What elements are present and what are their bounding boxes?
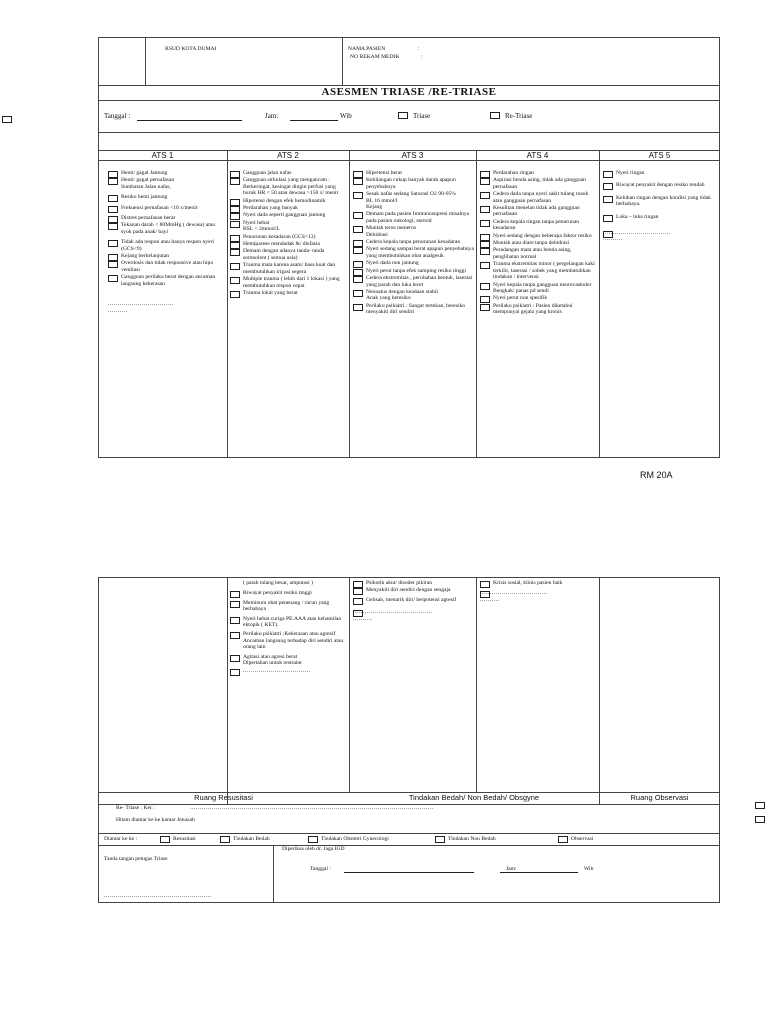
checkbox[interactable] [230, 291, 240, 298]
p2-ats-4-list: Krisis sosial, klinis pasien baik .................................. .......... [480, 580, 597, 603]
checkbox[interactable] [353, 598, 363, 605]
checkbox[interactable] [480, 262, 490, 269]
checkbox[interactable] [480, 283, 490, 290]
checked-by: Diperiksa oleh dr. Jaga IGD [282, 846, 345, 852]
list-item: Henti/ gagal pernafasan Sumbatan Jalan nafas, [108, 177, 224, 190]
checkbox[interactable] [108, 178, 118, 185]
list-item: Cedera dada tanpa nyeri sakit tulang rusuk atau gangguan pernafasan [480, 191, 597, 204]
list-item: Sesak nafas sedang Saturasi O2 90-95% BL 16 mmol/l Kejang [353, 191, 474, 210]
list-item: Psikotik akut/ disoder pikiran [353, 580, 474, 586]
list-item: Frekuensi pernafasan <10 x/menit [108, 205, 224, 211]
list-item: Nyeri hebat BSL < 2mmol/L [230, 220, 346, 233]
checkbox[interactable] [480, 220, 490, 227]
list-item: Cedera kepala tanpa penurunan kesadaran [353, 239, 474, 245]
list-item: Kejang berkelanjutan [108, 253, 224, 259]
list-item: Gangguan jalan nafas [230, 170, 346, 176]
checkbox[interactable] [480, 304, 490, 311]
dest-label: Diantar ke ke : [104, 836, 138, 842]
ats-5-list: Nyeri ringan Riwayat penyakit dengan resiko rendah Keluhan ringan dengan kondisi yang tidak berbahaya. Luka – luka ringan .................................. .......... [603, 170, 716, 243]
list-item: Keluhan ringan dengan kondisi yang tidak berbahaya. [603, 195, 716, 208]
checkbox[interactable] [353, 290, 363, 297]
list-item: Agitasi atau agresi berat Dipertahan untuk restraint [230, 654, 346, 667]
checkbox[interactable] [353, 247, 363, 254]
checkbox[interactable] [353, 212, 363, 219]
list-item: Hipotensi dengan efek hemodinamik [230, 198, 346, 204]
p2-time-label: Jam: [506, 866, 517, 872]
page-title: ASESMEN TRIASE /RE-TRIASE [321, 86, 497, 98]
list-item: Penurunan kesadaran (GCS<13) [230, 234, 346, 240]
list-item: Perdarahan ringan [480, 170, 597, 176]
date-label: Tanggal : [104, 112, 131, 120]
list-item: Demam dengan adanya tanda- tanda somnolent ( semua usia) [230, 248, 346, 261]
checkbox[interactable] [353, 588, 363, 595]
form-code: RM 20A [640, 470, 673, 480]
list-item: Gangguan sirkulasi yang mengancam : Berkeringat, kesingat dingin perfusi yang buruk HR < 50 atau dewasa >150 x/ menit [230, 177, 346, 196]
dest-nonbedah-checkbox[interactable] [435, 836, 445, 843]
signature-label: Tanda tangan petugas Triase [104, 856, 168, 862]
checkbox[interactable] [603, 215, 613, 222]
list-item: Nyeri perut tanpa efek samping resiko tinggi [353, 268, 474, 274]
list-item: Gangguan perilaku berat dengan ancaman langsung kekerasan [108, 274, 224, 287]
date-field[interactable] [137, 120, 242, 121]
p2-time-field[interactable] [500, 872, 578, 873]
list-item: Tekanan darah < 80MmHg ( dewasa) atau syok pada anak/ bayi [108, 222, 224, 235]
list-item: Nyeri perut non spesifik [480, 295, 597, 301]
list-item: ( patah tulang besar, amputasi ) [243, 580, 313, 586]
ats-2-list [230, 170, 346, 297]
list-item: Krisis sosial, klinis pasien baik [480, 580, 597, 586]
list-item: Distres pernafasan berat [108, 215, 224, 221]
list-item: Perilaku psikiatri : Sangat tertekan, beresiko menyakiti diri sendiri [353, 303, 474, 316]
list-item: Muntah atau diare tanpa dehidrasi [480, 240, 597, 246]
checkbox[interactable] [108, 206, 118, 213]
p2-ats-2-list [230, 580, 346, 676]
list-item: Peradangan mata atau benda asing, penglihatan normal [480, 247, 597, 260]
checkbox[interactable] [230, 277, 240, 284]
checkbox[interactable] [230, 249, 240, 256]
list-item: Resiko henti jantung [108, 194, 224, 200]
form-page-2 [98, 577, 720, 903]
list-item: Nyeri sedang dengan beberapa faktor resiko [480, 233, 597, 239]
checkbox[interactable] [108, 223, 118, 230]
ats-3-list [353, 170, 474, 317]
checkbox[interactable] [108, 240, 118, 247]
list-item: Overdosis dan tidak responsive atau hipo ventilasi [108, 260, 224, 273]
time-label: Jam: [265, 112, 279, 120]
checkbox[interactable] [230, 617, 240, 624]
checkbox[interactable] [353, 276, 363, 283]
list-item: Hipertensi berat [353, 170, 474, 176]
p2-date-field[interactable] [344, 872, 474, 873]
dest-resusitasi-checkbox[interactable] [160, 836, 170, 843]
checkbox[interactable] [230, 263, 240, 270]
checkbox[interactable] [230, 655, 240, 662]
list-item: Kesulitan menelan tidak ada gangguan pernafasan [480, 205, 597, 218]
checkbox[interactable] [603, 196, 613, 203]
checkbox[interactable] [230, 591, 240, 598]
p2-date-label: Tanggal : [310, 866, 331, 872]
checkbox[interactable] [603, 171, 613, 178]
list-item: Perdarahan yang banyak [230, 205, 346, 211]
list-item: Nyeri kepala tanpa gangguan neurovaskuler Bengkak/ panas pd sendi [480, 282, 597, 295]
list-item: Nyeri dada non jantung [353, 260, 474, 266]
dest-observasi-checkbox[interactable] [558, 836, 568, 843]
list-item: Nyeri ringan [603, 170, 716, 176]
checkbox[interactable] [230, 669, 240, 676]
list-item: Multiple trauma ( lebih dari 1 lokasi ) yang membutuhkan respon cepat [230, 276, 346, 289]
list-item: Demam pada pasien Immunosupresi misalnya pada pasien onkologi, steroid [353, 211, 474, 224]
list-item: Trauma mata karena asam/ basa kuat dan membutuhkan irigasi segera [230, 262, 346, 275]
list-item: Menyakiti diri sendiri dengan sengaja [353, 587, 474, 593]
list-item: Tidak ada respon atau hanya respon nyeri (GCS<9) [108, 239, 224, 252]
hospital-name: RSUD KOTA DUMAI [165, 46, 217, 52]
checkbox[interactable] [353, 192, 363, 199]
checkbox[interactable] [230, 601, 240, 608]
list-item: Gelisah, menarik diri/ berpotensi agresif [353, 597, 474, 603]
list-item: Cedera kepala ringan tanpa penurunan kesadaran [480, 219, 597, 232]
checkbox[interactable] [230, 178, 240, 185]
list-item: Henti/ gagal Jantung [108, 170, 224, 176]
list-item: Cedera ekstremitas , perubahan bentuk, laserasi yang parah dan luka lecet [353, 275, 474, 288]
list-item: Muntah terus menerus Dehidrasi [353, 225, 474, 238]
list-item: Perilaku psikiatri :Kekerasan atau agresif Ancaman langsung terhadap diri sendiri atau orang lain [230, 631, 346, 650]
list-item: Meminum obat penenang / racun yang berbahaya [230, 600, 346, 613]
ats-1-list: Henti/ gagal Jantung Henti/ gagal pernafasan Sumbatan Jalan nafas, Resiko henti jantung Frekuensi pernafasan <10 x/menit Distres pernafasan berat Tekanan darah < 80MmHg ( dewasa) atau syok pada anak/ bayi Tidak ada respon atau hanya respon nyeri (GCS<9) Kejang berkelanjutan Overdosis dan tidak responsive atau hipo ventilasi Gangguan perilaku berat dengan ancaman langsung kekerasan ................................. .......... [108, 170, 224, 314]
record-no-label: NO REKAM MEDIK [350, 54, 400, 60]
checkbox[interactable] [108, 261, 118, 268]
checkbox[interactable] [353, 178, 363, 185]
checkbox[interactable] [480, 206, 490, 213]
ats-4-list [480, 170, 597, 317]
checkbox[interactable] [480, 581, 490, 588]
ats-4-header: ATS 4 [526, 151, 549, 160]
checkbox[interactable] [480, 248, 490, 255]
checkbox[interactable] [230, 221, 240, 228]
list-item: Trauma ekstremitas minor ( pergelangan kaki terkilir, laserasi / sobek yang membutuhkan tindakan / intervensi [480, 261, 597, 280]
list-item: Nyeri sedang sampai berat apapun penyebabnya yang membutuhkan obat analgesik [353, 246, 474, 259]
side-checkbox[interactable] [755, 816, 765, 823]
list-item: Riwayat penyakit dengan resiko rendah [603, 182, 716, 188]
list-item: Hemiparese mendadak &/ disfasia [230, 241, 346, 247]
checkbox[interactable] [353, 304, 363, 311]
list-item: .................................. [230, 668, 346, 674]
list-item: Aspirasi benda asing, tidak ada gangguan pernafasan [480, 177, 597, 190]
list-item: Trauma lokal yang berat [230, 290, 346, 296]
list-item: Perilaku psikiatri : Pasien diketahui mempunyai gejala yang kronis [480, 303, 597, 316]
ats-1-header: ATS 1 [151, 151, 174, 160]
retriase-notes[interactable]: .......................................................................................................................... [190, 805, 434, 811]
patient-name-label: NAMA PASIEN [348, 46, 386, 52]
checkbox[interactable] [108, 195, 118, 202]
checkbox[interactable] [353, 226, 363, 233]
signature-line[interactable]: ...................................................... [104, 893, 212, 899]
zone-tindakan: Tindakan Bedah/ Non Bedah/ Obsgyne [408, 793, 540, 802]
checkbox[interactable] [480, 192, 490, 199]
list-item: Riwayat penyakit resiko tinggi [230, 590, 346, 596]
p2-ats-3-list: Psikotik akut/ disoder pikiran Menyakiti diri sendiri dengan sengaja Gelisah, menarik diri/ berpotensi agresif ........................................ .......... [353, 580, 474, 622]
ats-5-header: ATS 5 [648, 151, 671, 160]
ats-2-header: ATS 2 [277, 151, 299, 160]
list-item: Luka – luka ringan [603, 214, 716, 220]
list-item: Nyeri hebat curiga PE.AAA atau kehamilan ektopik ( KET). [230, 616, 346, 629]
checkbox[interactable] [603, 183, 613, 190]
list-item: Nyeri dada seperti gangguan jantung [230, 212, 346, 218]
side-checkbox[interactable] [755, 802, 765, 809]
dest-bedah-checkbox[interactable] [220, 836, 230, 843]
list-item: Kehilangan cukup banyak darah apapun penyebabnya [353, 177, 474, 190]
time-field[interactable] [290, 120, 338, 121]
zone-observasi: Ruang Observasi [630, 793, 689, 802]
doa-label: Hitam diantar ke ke kamar Jenazah [116, 817, 195, 823]
retriase-checkbox[interactable] [490, 112, 500, 119]
retriase-label: Re- Triase : Ket : [116, 805, 155, 811]
checkbox[interactable] [108, 275, 118, 282]
triase-checkbox[interactable] [398, 112, 408, 119]
side-checkbox[interactable] [2, 116, 12, 123]
checkbox[interactable] [480, 178, 490, 185]
zone-resusitasi: Ruang Resusitasi [194, 793, 253, 802]
ats-3-header: ATS 3 [401, 151, 424, 160]
dest-obsgyn-checkbox[interactable] [308, 836, 318, 843]
checkbox[interactable] [230, 632, 240, 639]
list-item: Neonatus dengan keadaan stabil Anak yang beresiko [353, 289, 474, 302]
